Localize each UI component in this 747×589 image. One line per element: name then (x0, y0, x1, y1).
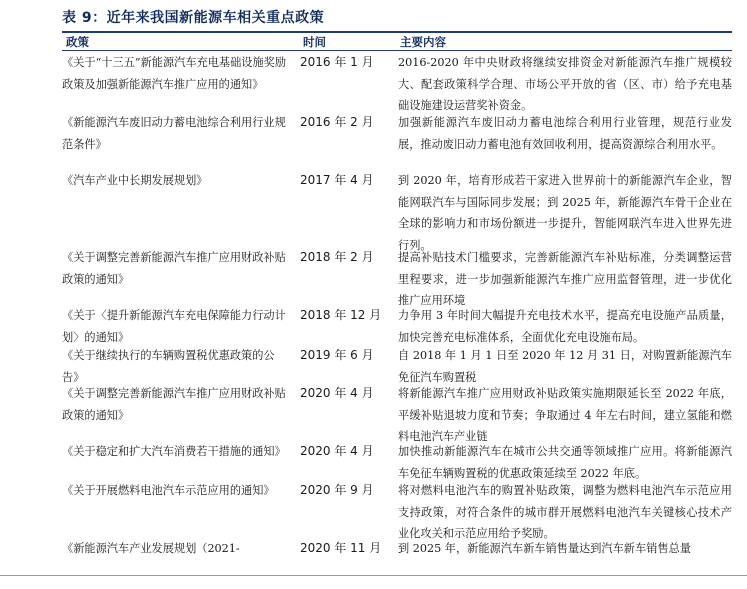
time-cell: 2016 年 2 月 (300, 115, 374, 129)
time-cell: 2020 年 4 月 (300, 386, 374, 400)
policy-cell: 《关于稳定和扩大汽车消费若干措施的通知》 (62, 445, 286, 458)
time-cell: 2018 年 2 月 (300, 250, 374, 264)
time-cell: 2019 年 6 月 (300, 348, 374, 362)
time-cell: 2020 年 9 月 (300, 483, 374, 497)
policy-cell: 《关于调整完善新能源汽车推广应用财政补贴政策的通知》 (62, 251, 286, 286)
page-bottom-rule (0, 575, 747, 576)
content-cell: 加快推动新能源汽车在城市公共交通等领域推广应用。将新能源汽车免征车辆购置税的优惠政策延续至 2022 年底。 (398, 445, 732, 480)
content-cell: 将新能源汽车推广应用财政补贴政策实施期限延长至 2022 年底，平缓补贴退坡力度和节奏；争取通过 4 年左右时间，建立氢能和燃料电池汽车产业链 (398, 387, 732, 443)
time-cell: 2020 年 4 月 (300, 444, 374, 458)
content-cell: 提高补贴技术门槛要求，完善新能源汽车补贴标准，分类调整运营里程要求，进一步加强新能源汽车推广应用监督管理，进一步优化推广应用环境 (398, 251, 732, 307)
content-cell: 加强新能源汽车废旧动力蓄电池综合利用行业管理，规范行业发展，推动废旧动力蓄电池有效回收利用，提高资源综合利用水平。 (398, 116, 732, 151)
time-cell: 2017 年 4 月 (300, 173, 374, 187)
policy-cell: 《新能源汽车产业发展规划（2021- (62, 542, 240, 555)
content-cell: 到 2025 年，新能源汽车新车销售量达到汽车新车销售总量 (398, 542, 691, 555)
policy-cell: 《汽车产业中长期发展规划》 (62, 174, 208, 187)
content-cell: 将对燃料电池汽车的购置补贴政策，调整为燃料电池汽车示范应用支持政策，对符合条件的城市群开展燃料电池汽车关键核心技术产业化攻关和示范应用给予奖励。 (398, 484, 732, 540)
policy-cell: 《关于〈提升新能源汽车充电保障能力行动计划〉的通知》 (62, 309, 286, 344)
time-cell: 2016 年 1 月 (300, 55, 374, 69)
policy-cell: 《关于继续执行的车辆购置税优惠政策的公告》 (62, 349, 275, 384)
table-title: 表 9：近年来我国新能源车相关重点政策 (62, 10, 325, 26)
header-rule (62, 50, 732, 51)
content-cell: 2016-2020 年中央财政将继续安排资金对新能源汽车推广规模较大、配套政策科学合理、市场公平开放的省（区、市）给予充电基础设施建设运营奖补资金。 (398, 56, 732, 112)
content-cell: 自 2018 年 1 月 1 日至 2020 年 12 月 31 日，对购置新能源汽车免征汽车购置税 (398, 349, 732, 384)
content-cell: 力争用 3 年时间大幅提升充电技术水平，提高充电设施产品质量，加快完善充电标准体系，全面优化充电设施布局。 (398, 309, 732, 344)
table-top-rule (62, 31, 732, 33)
header-content: 主要内容 (400, 35, 446, 49)
time-cell: 2018 年 12 月 (300, 308, 382, 322)
content-cell: 到 2020 年，培育形成若干家进入世界前十的新能源汽车企业，智能网联汽车与国际同步发展；到 2025 年，新能源汽车骨干企业在全球的影响力和市场份额进一步提升，智能网联汽车进入世界先进行列。 (398, 174, 732, 252)
time-cell: 2020 年 11 月 (300, 541, 382, 555)
policy-cell: 《关于“十三五”新能源汽车充电基础设施奖励政策及加强新能源汽车推广应用的通知》 (62, 56, 287, 91)
header-time: 时间 (303, 35, 326, 49)
policy-cell: 《新能源汽车废旧动力蓄电池综合利用行业规范条件》 (62, 116, 286, 151)
policy-cell: 《关于开展燃料电池汽车示范应用的通知》 (62, 484, 275, 497)
policy-cell: 《关于调整完善新能源汽车推广应用财政补贴政策的通知》 (62, 387, 286, 422)
header-policy: 政策 (66, 35, 89, 49)
